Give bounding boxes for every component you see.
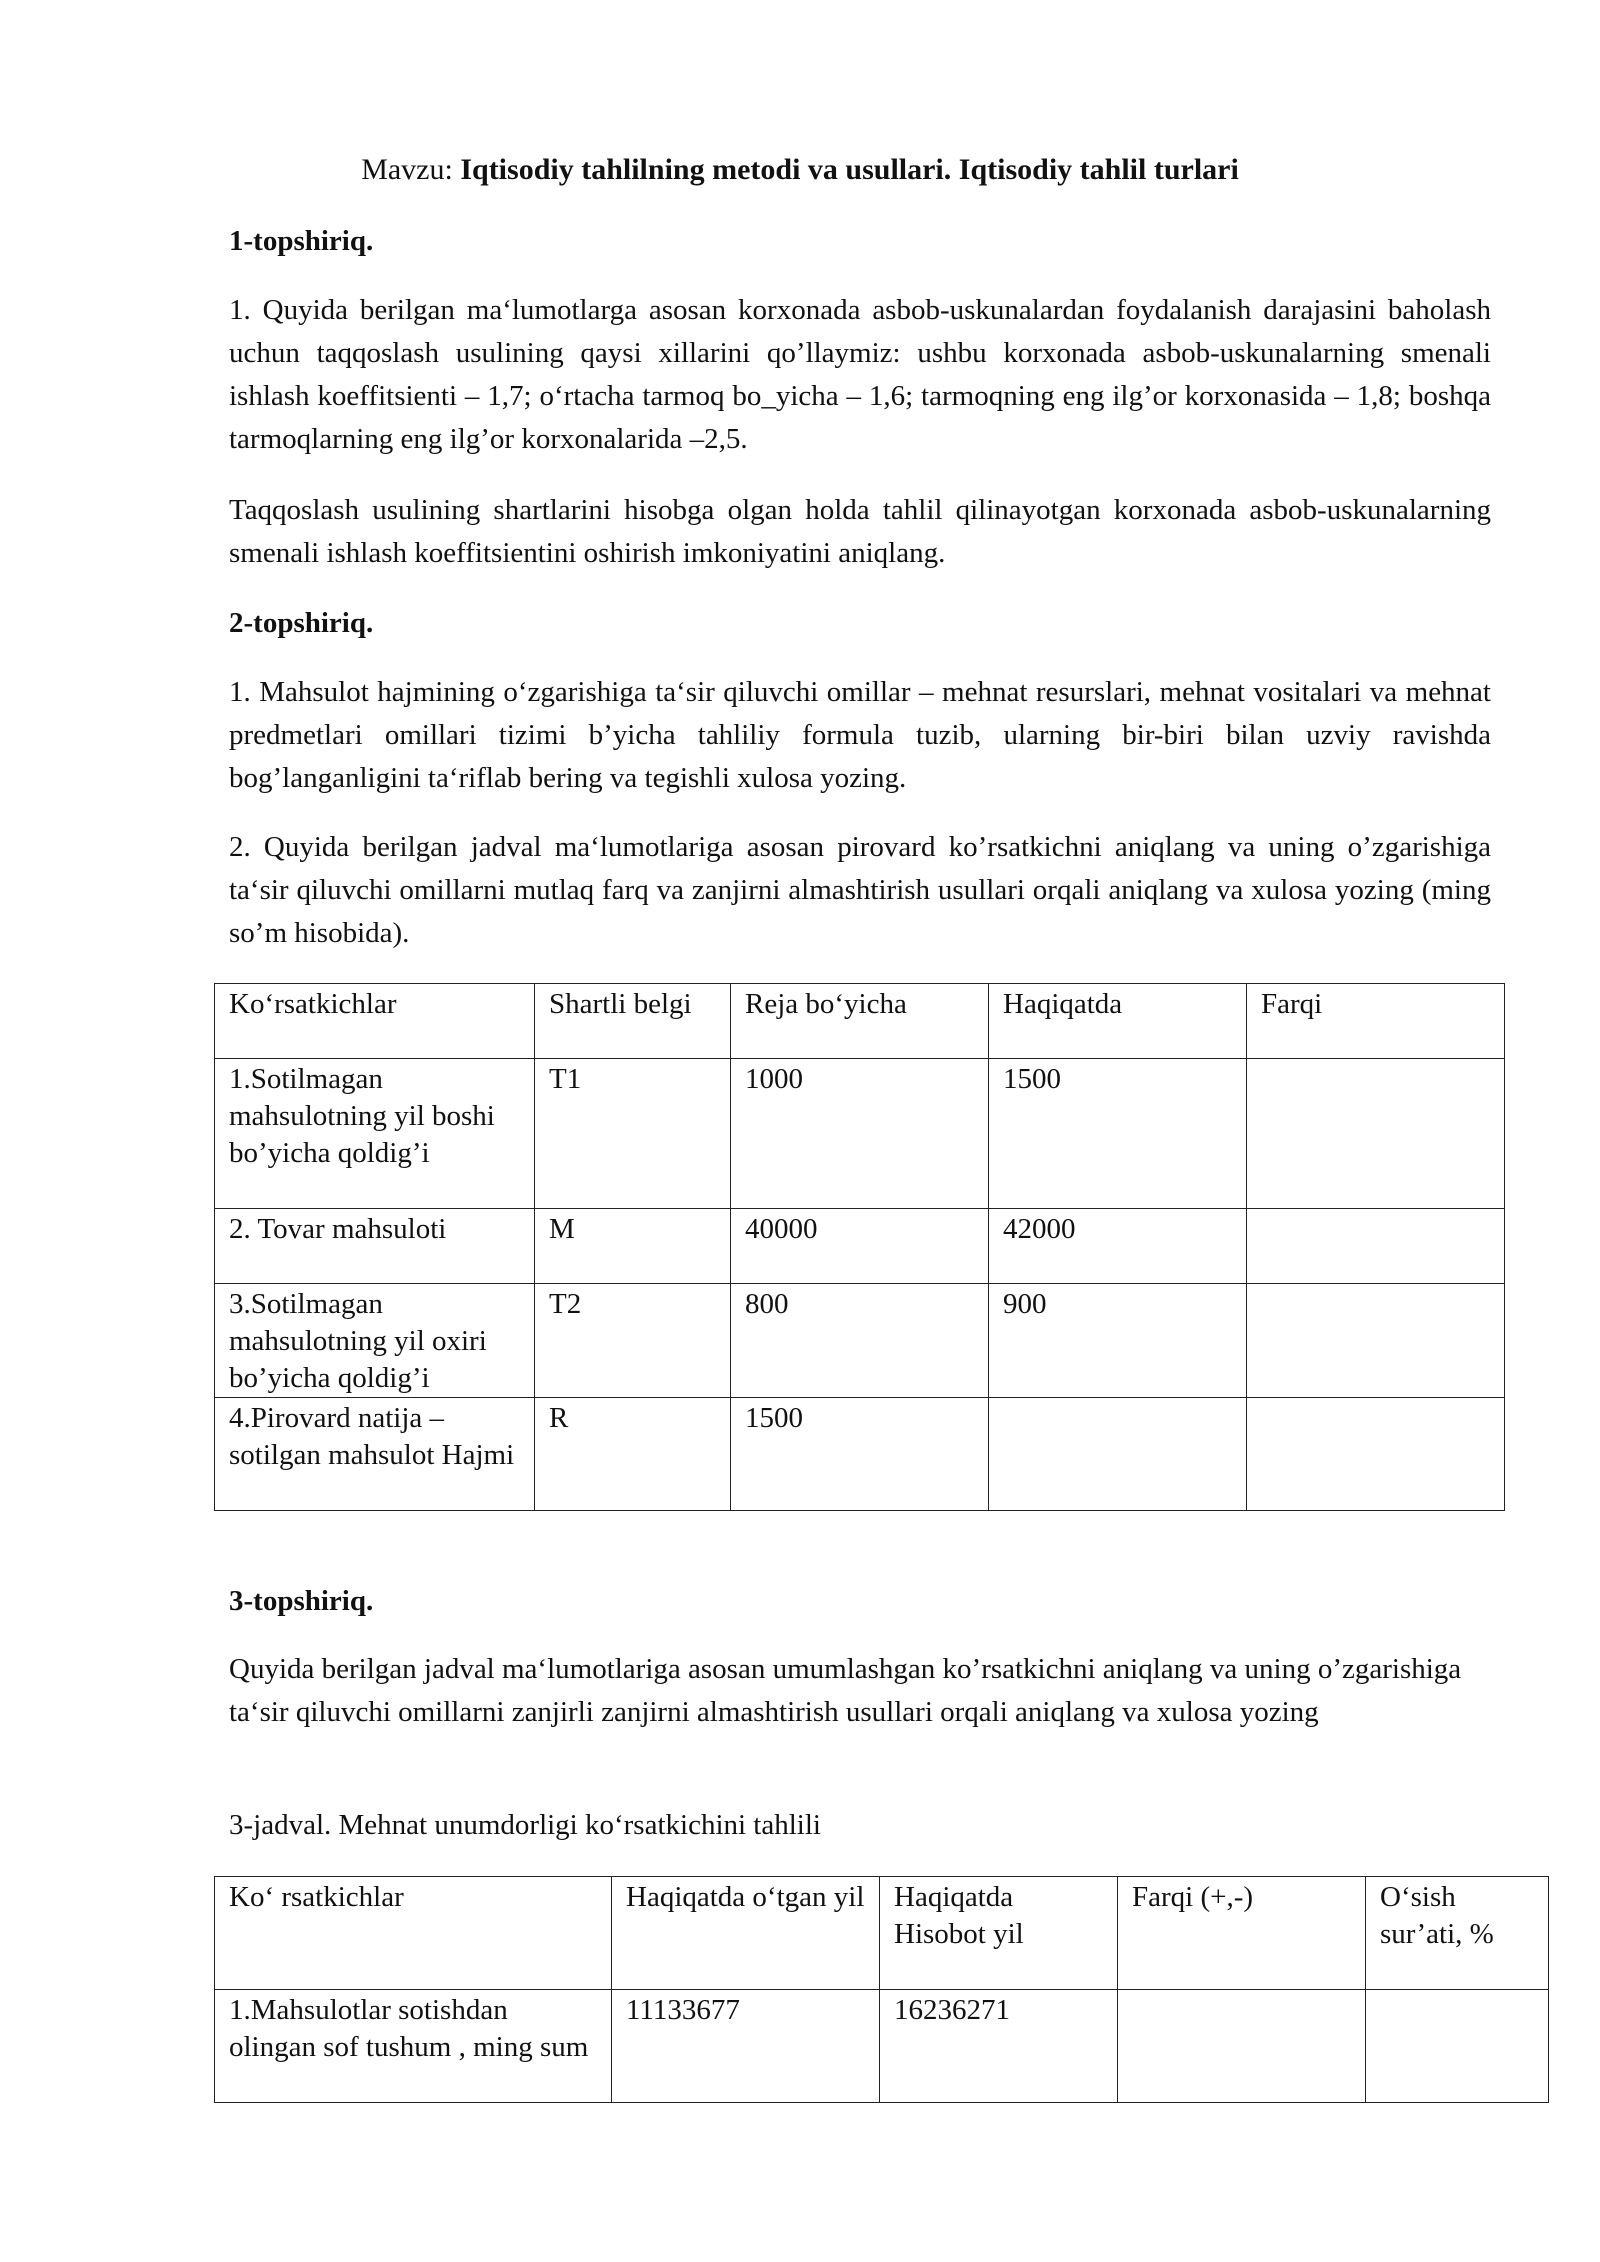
table-cell <box>1247 1284 1505 1398</box>
task3-heading: 3-topshiriq. <box>229 1585 374 1617</box>
task3-paragraph-1: Quyida berilgan jadval ma‘lumotlariga asosan umumlashgan ko’rsatkichni aniqlang va uning o’zgarishiga ta‘sir qiluvchi omillarni zanjirli zanjirni almashtirish usullari orqali aniqlang va xulosa yozing <box>229 1653 1462 1728</box>
header-cell: Ko‘ rsatkichlar <box>215 1877 612 1990</box>
table-cell: 16236271 <box>880 1990 1118 2103</box>
task3-table <box>214 1876 1549 2103</box>
table-cell: 4.Pirovard natija – sotilgan mahsulot Hajmi <box>215 1398 535 1511</box>
table-cell: T1 <box>535 1059 731 1209</box>
header-cell: O‘sish sur’ati, % <box>1366 1877 1549 1990</box>
table-row <box>215 1398 1505 1511</box>
table-header-row <box>215 1877 1549 1990</box>
table-row <box>215 1059 1505 1209</box>
table-cell: 800 <box>731 1284 989 1398</box>
task2-paragraph-1: 1. Mahsulot hajmining o‘zgarishiga ta‘sir qiluvchi omillar – mehnat resurslari, mehnat vositalari va mehnat predmetlari omillari tizimi b’yicha tahliliy formula tuzib, ularning bir-biri bilan uzviy ravishda bog’langanligini ta‘riflab bering va tegishli xulosa yozing. <box>229 676 1491 794</box>
table-cell: T2 <box>535 1284 731 1398</box>
header-cell: Farqi (+,-) <box>1118 1877 1366 1990</box>
header-cell: Farqi <box>1247 984 1505 1059</box>
table-cell <box>1247 1209 1505 1284</box>
table-row <box>215 1209 1505 1284</box>
table-caption: 3-jadval. Mehnat unumdorligi ko‘rsatkichini tahlili <box>229 1809 821 1841</box>
header-cell: Shartli belgi <box>535 984 731 1059</box>
table-cell: 900 <box>989 1284 1247 1398</box>
table-cell: 40000 <box>731 1209 989 1284</box>
table-header-row <box>215 984 1505 1059</box>
task1-heading: 1-topshiriq. <box>229 225 374 257</box>
table-cell <box>1247 1398 1505 1511</box>
table-row <box>215 1990 1549 2103</box>
header-cell: Haqiqatda o‘tgan yil <box>612 1877 880 1990</box>
table-cell <box>1366 1990 1549 2103</box>
header-cell: Haqiqatda <box>989 984 1247 1059</box>
table-cell: 1.Mahsulotlar sotishdan olingan sof tushum , ming sum <box>215 1990 612 2103</box>
table-cell: 3.Sotilmagan mahsulotning yil oxiri bo’yicha qoldig’i <box>215 1284 535 1398</box>
table-cell: 1000 <box>731 1059 989 1209</box>
header-cell: Haqiqatda Hisobot yil <box>880 1877 1118 1990</box>
table-cell: 1500 <box>989 1059 1247 1209</box>
table-cell <box>1247 1059 1505 1209</box>
task2-table <box>214 983 1505 1511</box>
title-bold: Iqtisodiy tahlilning metodi va usullari. Iqtisodiy tahlil turlari <box>460 153 1239 186</box>
table-cell: R <box>535 1398 731 1511</box>
header-cell: Reja bo‘yicha <box>731 984 989 1059</box>
header-cell: Ko‘rsatkichlar <box>215 984 535 1059</box>
task2-heading: 2-topshiriq. <box>229 607 374 639</box>
task2-paragraph-2: 2. Quyida berilgan jadval ma‘lumotlariga asosan pirovard ko’rsatkichni aniqlang va uning o’zgarishiga ta‘sir qiluvchi omillarni mutlaq farq va zanjirni almashtirish usullari orqali aniqlang va xulosa yozing (ming so’m hisobida). <box>229 831 1491 949</box>
table-cell: 2. Tovar mahsuloti <box>215 1209 535 1284</box>
table-cell: 11133677 <box>612 1990 880 2103</box>
task1-paragraph-1: 1. Quyida berilgan ma‘lumotlarga asosan korxonada asbob-uskunalardan foydalanish darajasini baholash uchun taqqoslash usulining qaysi xillarini qo’llaymiz: ushbu korxonada asbob-uskunalarning smenali ishlash koeffitsienti – 1,7; o‘rtacha tarmoq bo_yicha – 1,6; tarmoqning eng ilg’or korxonasida – 1,8; boshqa tarmoqlarning eng ilg’or korxonalarida –2,5. <box>229 294 1491 455</box>
table-cell <box>1118 1990 1366 2103</box>
table-cell: 1500 <box>731 1398 989 1511</box>
table-cell: 1.Sotilmagan mahsulotning yil boshi bo’yicha qoldig’i <box>215 1059 535 1209</box>
table-cell: M <box>535 1209 731 1284</box>
title-prefix: Mavzu: <box>361 153 453 186</box>
task1-paragraph-2: Taqqoslash usulining shartlarini hisobga olgan holda tahlil qilinayotgan korxonada asbob-uskunalarning smenali ishlash koeffitsientini oshirish imkoniyatini aniqlang. <box>229 494 1491 569</box>
table-cell <box>989 1398 1247 1511</box>
table-row <box>215 1284 1505 1398</box>
document-title <box>0 148 1600 191</box>
table-cell: 42000 <box>989 1209 1247 1284</box>
